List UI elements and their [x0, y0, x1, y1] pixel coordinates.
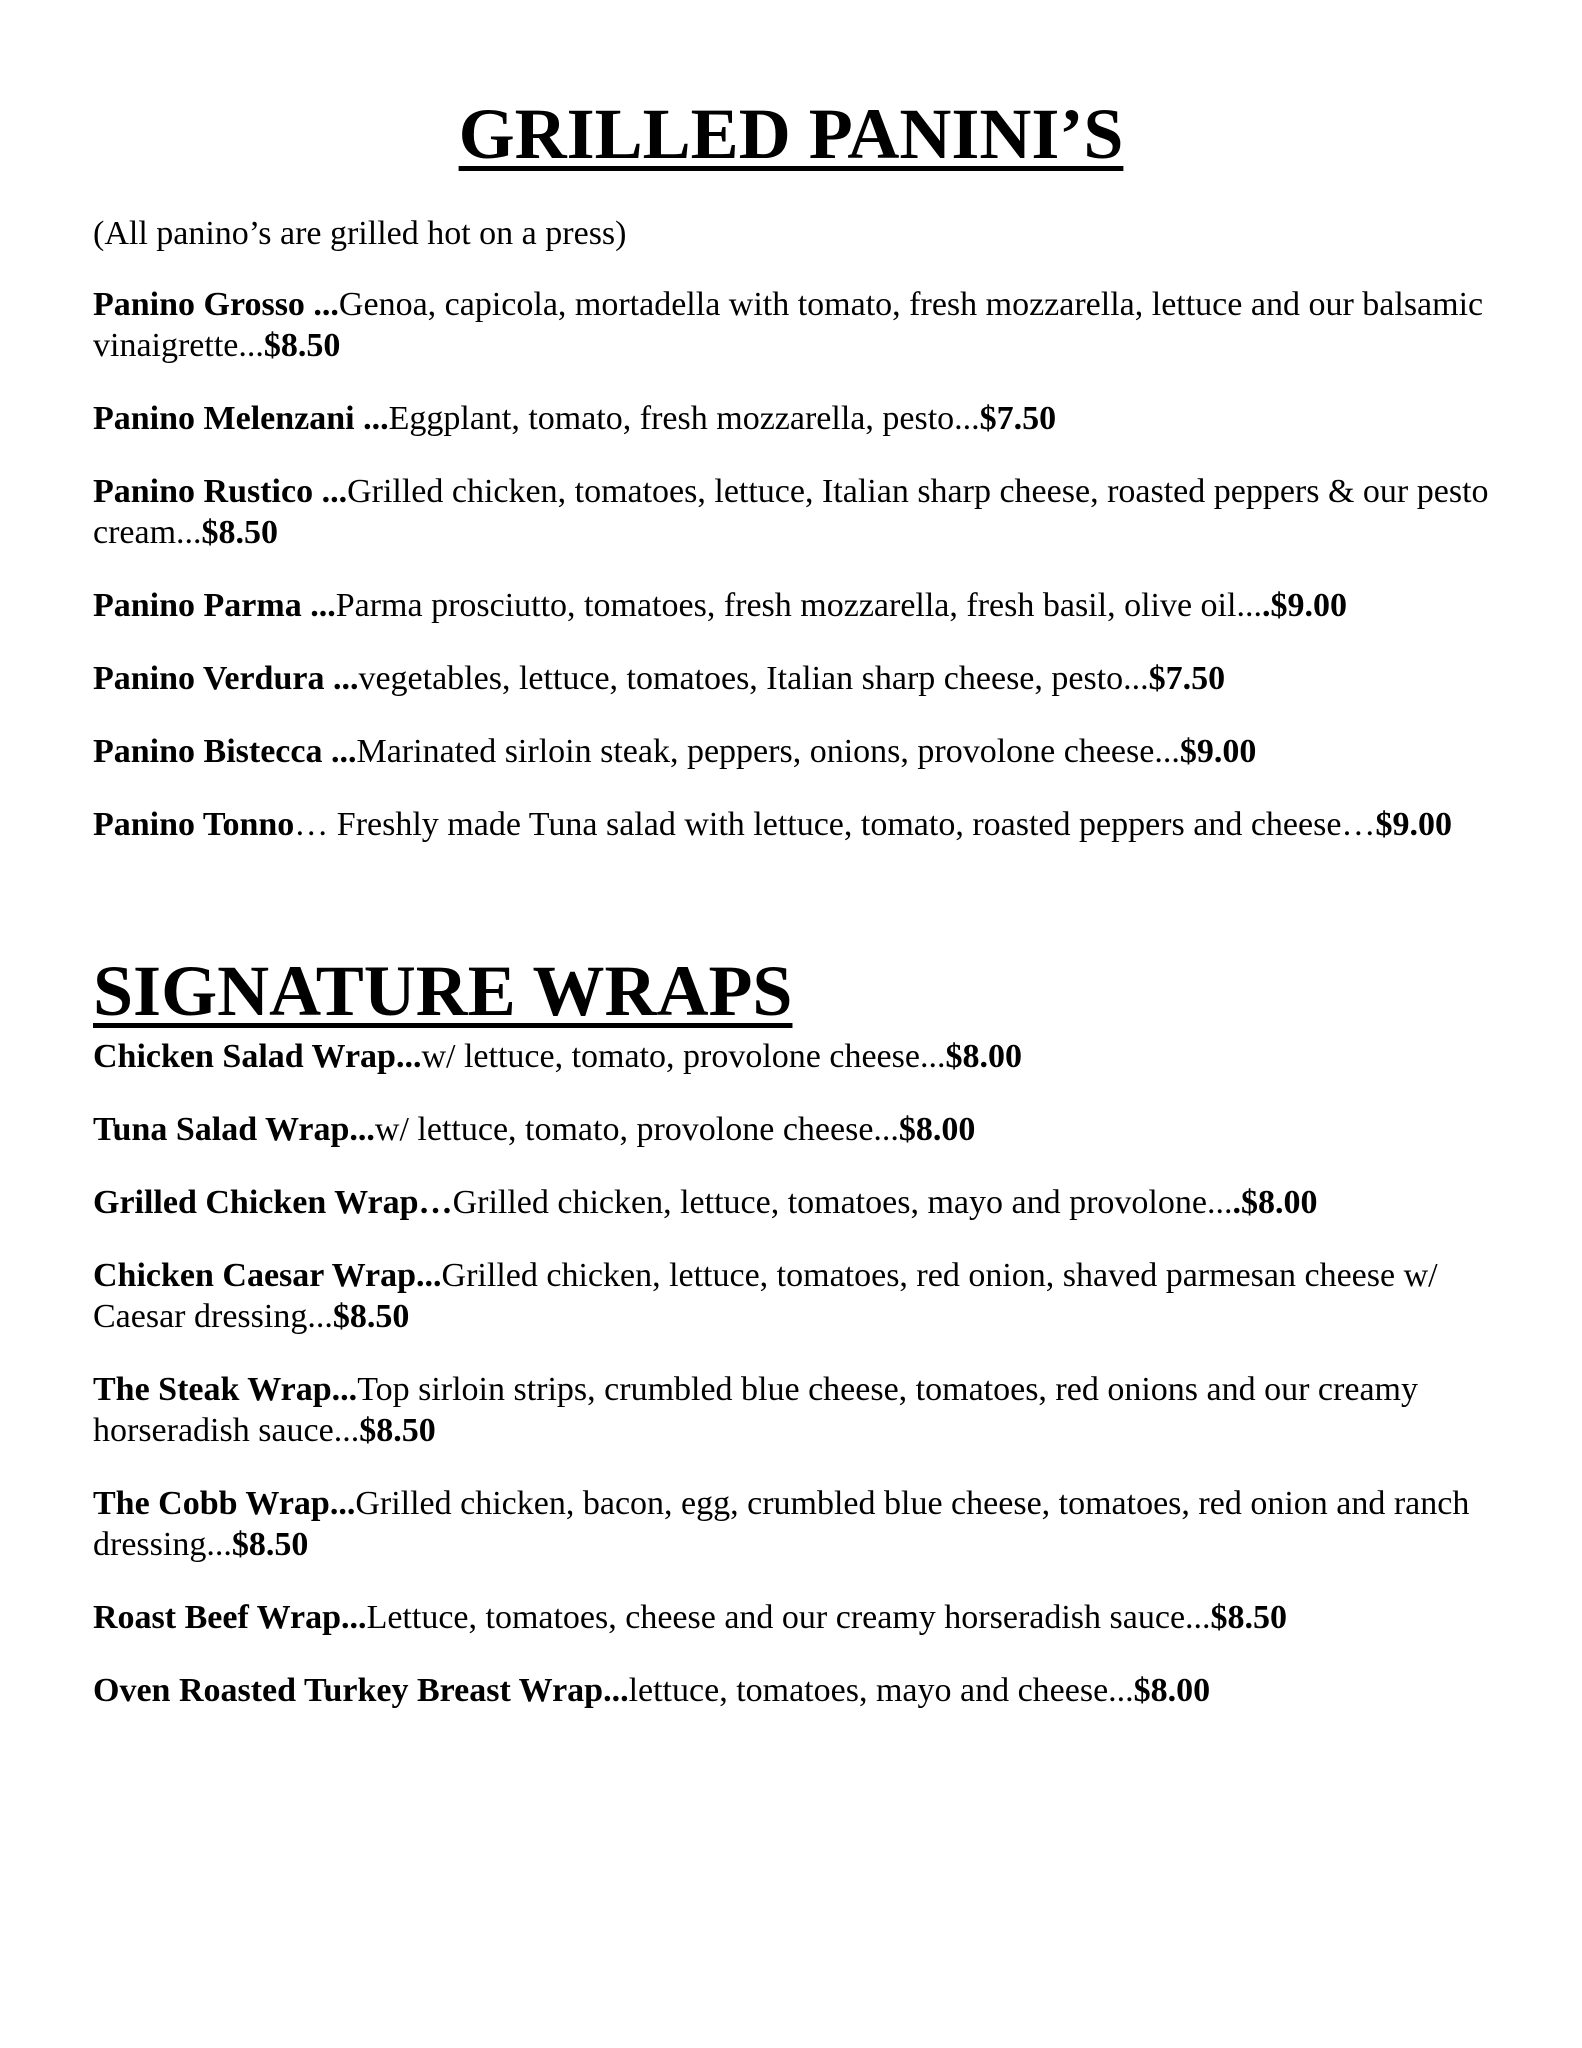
item-description: w/ lettuce, tomato, provolone cheese...: [374, 1111, 899, 1148]
item-name: Roast Beef Wrap...: [93, 1599, 367, 1636]
item-name: Panino Grosso ...: [93, 286, 339, 323]
panini-subtitle: (All panino’s are grilled hot on a press): [93, 215, 627, 252]
menu-item-steak-wrap: [93, 1369, 1493, 1451]
item-name: Oven Roasted Turkey Breast Wrap...: [93, 1672, 629, 1709]
item-description: Grilled chicken, lettuce, tomatoes, red onion, shaved parmesan cheese w/ Caesar dressing...: [93, 1257, 1438, 1335]
item-description: vegetables, lettuce, tomatoes, Italian sharp cheese, pesto...: [358, 660, 1149, 697]
item-price: $8.50: [201, 514, 279, 551]
item-price: $8.50: [332, 1298, 410, 1335]
item-name: Panino Bistecca ...: [93, 733, 357, 770]
wraps-section-title: SIGNATURE WRAPS: [93, 951, 793, 1031]
item-price: $9.00: [1179, 733, 1257, 770]
menu-item-panino-grosso: [93, 284, 1493, 366]
item-name: Chicken Caesar Wrap...: [93, 1257, 442, 1294]
menu-item-panino-bistecca: [93, 731, 1493, 772]
item-price: $8.00: [945, 1038, 1022, 1075]
item-description: Genoa, capicola, mortadella with tomato, fresh mozzarella, lettuce and our balsamic vinaigrette...: [93, 286, 1484, 364]
menu-item-panino-rustico: [93, 471, 1493, 553]
item-name: Tuna Salad Wrap...: [93, 1111, 375, 1148]
item-name: Panino Tonno: [93, 806, 295, 843]
menu-item-roast-beef-wrap: [93, 1597, 1493, 1638]
item-description: w/ lettuce, tomato, provolone cheese...: [421, 1038, 946, 1075]
item-price: $8.50: [359, 1412, 436, 1449]
item-name: Chicken Salad Wrap...: [93, 1038, 422, 1075]
menu-item-cobb-wrap: [93, 1483, 1493, 1565]
item-price: $8.50: [263, 327, 341, 364]
menu-item-turkey-breast-wrap: [93, 1670, 1493, 1711]
item-description: Parma prosciutto, tomatoes, fresh mozzarella, fresh basil, olive oil...: [335, 587, 1262, 624]
item-description: Grilled chicken, bacon, egg, crumbled blue cheese, tomatoes, red onion and ranch dressing...: [93, 1485, 1470, 1563]
item-description: lettuce, tomatoes, mayo and cheese...: [628, 1672, 1134, 1709]
menu-item-panino-verdura: [93, 658, 1493, 699]
item-price: $8.00: [898, 1111, 976, 1148]
item-price: $8.50: [1210, 1599, 1288, 1636]
item-name: Panino Rustico ...: [93, 473, 348, 510]
item-description: Grilled chicken, tomatoes, lettuce, Italian sharp cheese, roasted peppers & our pesto cream...: [93, 473, 1489, 551]
item-price: $7.50: [979, 400, 1057, 437]
menu-item-chicken-salad-wrap: [93, 1036, 1493, 1077]
item-name: The Cobb Wrap...: [93, 1485, 356, 1522]
menu-item-grilled-chicken-wrap: [93, 1182, 1493, 1223]
item-description: Grilled chicken, lettuce, tomatoes, mayo and provolone...: [452, 1184, 1233, 1221]
item-name: Grilled Chicken Wrap…: [93, 1184, 453, 1221]
item-price: $9.00: [1375, 806, 1452, 843]
item-price: .$9.00: [1261, 587, 1347, 624]
menu-item-panino-melenzani: [93, 398, 1493, 439]
item-name: The Steak Wrap...: [93, 1371, 358, 1408]
item-name: Panino Verdura ...: [93, 660, 359, 697]
item-description: Lettuce, tomatoes, cheese and our creamy horseradish sauce...: [366, 1599, 1211, 1636]
item-description: Marinated sirloin steak, peppers, onions, provolone cheese...: [356, 733, 1180, 770]
item-description: Eggplant, tomato, fresh mozzarella, pesto...: [388, 400, 980, 437]
item-description: Top sirloin strips, crumbled blue cheese, tomatoes, red onions and our creamy horseradish sauce...: [93, 1371, 1418, 1449]
item-price: .$8.00: [1232, 1184, 1318, 1221]
menu-item-tuna-salad-wrap: [93, 1109, 1493, 1150]
item-price: $8.50: [231, 1526, 309, 1563]
panini-section-title: GRILLED PANINI’S: [458, 94, 1124, 174]
menu-item-panino-parma: [93, 585, 1493, 626]
item-price: $8.00: [1133, 1672, 1211, 1709]
item-name: Panino Melenzani ...: [93, 400, 389, 437]
menu-item-panino-tonno: [93, 804, 1493, 845]
menu-item-chicken-caesar-wrap: [93, 1255, 1493, 1337]
item-name: Panino Parma ...: [93, 587, 336, 624]
item-description: … Freshly made Tuna salad with lettuce, tomato, roasted peppers and cheese…: [294, 806, 1376, 843]
item-price: $7.50: [1148, 660, 1226, 697]
